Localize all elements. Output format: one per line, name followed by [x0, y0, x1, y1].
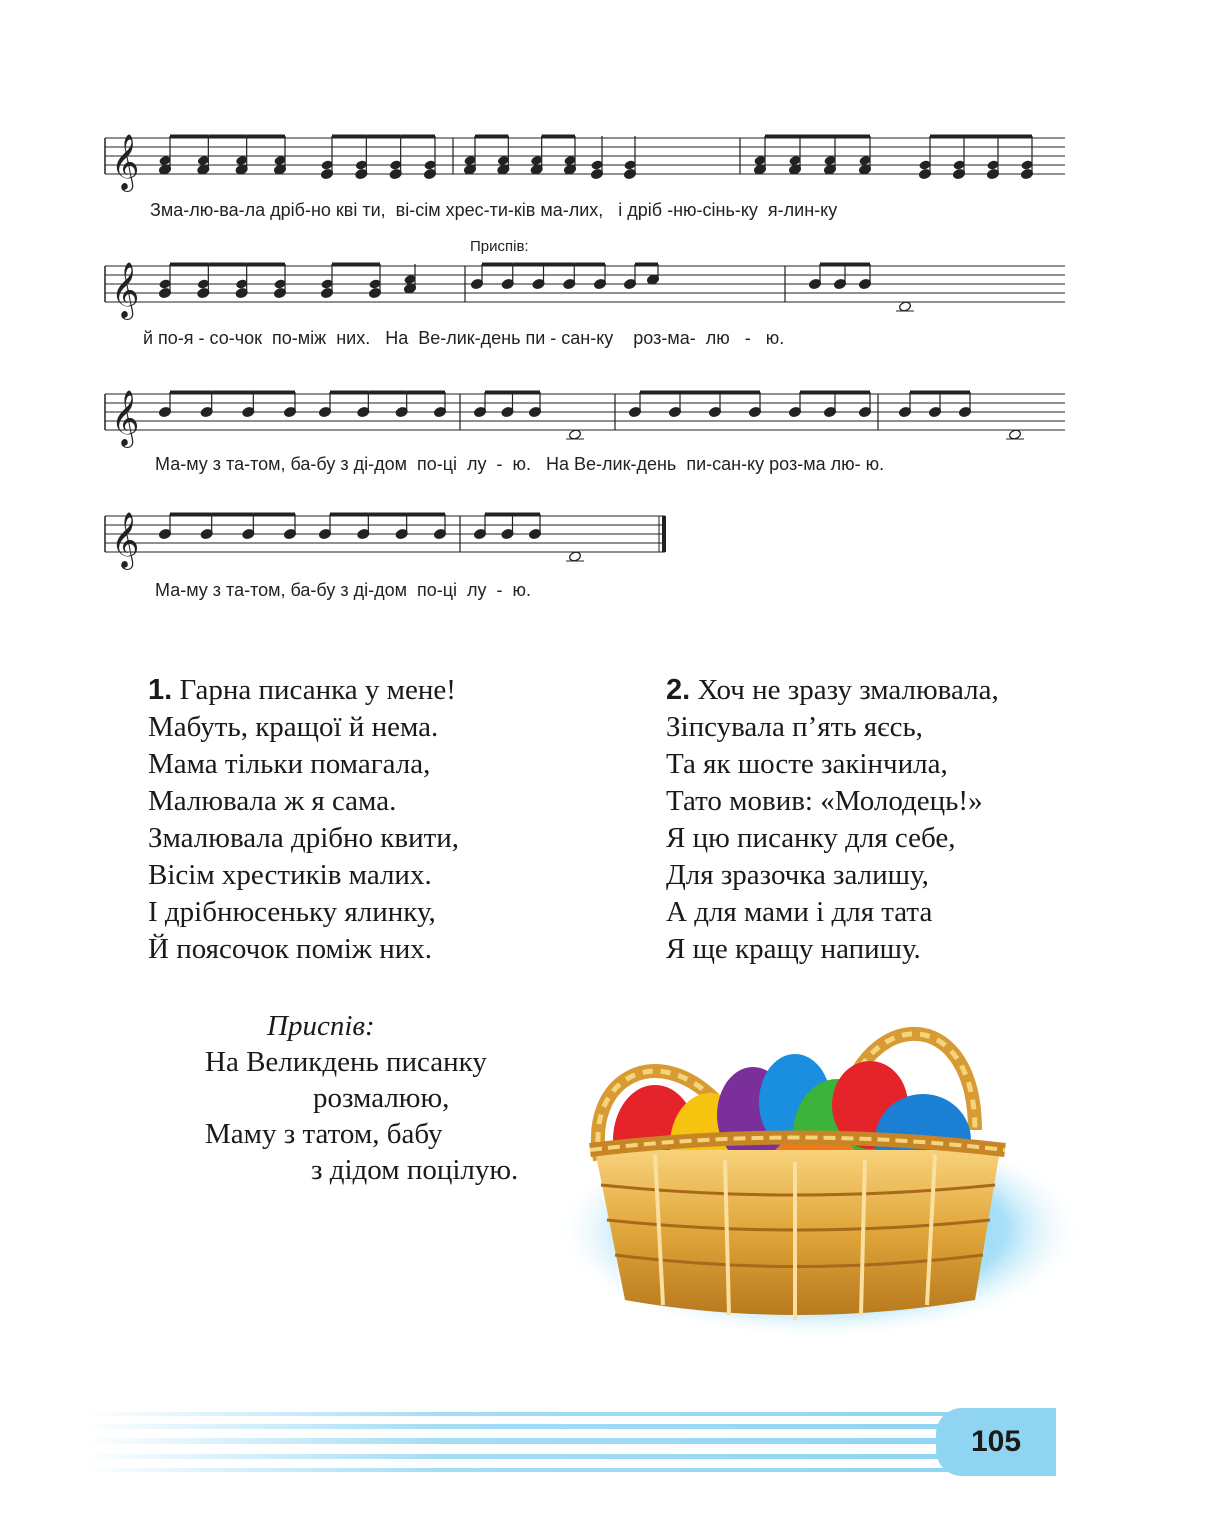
- chorus-line: з дідом поцілую.: [311, 1154, 519, 1186]
- verse-1-line: І дрібнюсеньку ялинку,: [148, 896, 436, 928]
- verse-2-number: 2.: [666, 674, 691, 706]
- verse-1-line: Й поясочок поміж них.: [148, 933, 432, 965]
- note-head: [568, 429, 581, 440]
- verse-2-line: Тато мовив: «Молодець!»: [666, 785, 983, 817]
- chorus-line: Маму з татом, бабу: [205, 1118, 443, 1150]
- treble-clef-icon: 𝄞: [111, 390, 140, 446]
- music-staff: [105, 384, 1065, 464]
- music-staff: [105, 256, 1065, 336]
- verse-1-line: Мабуть, кращої й нема.: [148, 711, 439, 743]
- verse-2-line: Я ще кращу напишу.: [666, 933, 921, 965]
- staff-row-2: [105, 256, 1065, 356]
- verse-2-line: Та як шосте закінчила,: [666, 748, 948, 780]
- verse-1-line: 1. Гарна писанка у мене!: [148, 674, 456, 706]
- verse-1-line: Мама тільки помагала,: [148, 748, 431, 780]
- lyric-line-3: Ма-му з та-том, ба-бу з ді-дом по-ці лу - ю. На Ве-лик-день пи-сан-ку роз-ма лю- ю.: [155, 454, 885, 474]
- staff-row-3: [105, 384, 1065, 484]
- verse-1-line: Вісім хрестиків малих.: [148, 859, 432, 891]
- treble-clef-icon: 𝄞: [111, 512, 140, 568]
- music-staff: [105, 506, 1065, 586]
- staff-row-4: [105, 506, 1065, 606]
- verse-1-line: Малювала ж я сама.: [148, 785, 397, 817]
- page-number: 105: [970, 1425, 1022, 1458]
- lyric-line-1: Зма-лю-ва-ла дріб-но кві ти, ві-сім хрес-ти-ків ма-лих, і дріб -ню-сінь-ку я-лин-ку: [150, 200, 838, 220]
- lyric-line-4: Ма-му з та-том, ба-бу з ді-дом по-ці лу - ю.: [155, 580, 532, 600]
- verse-2-line: Я цю писанку для себе,: [666, 822, 956, 854]
- verse-1: [148, 672, 459, 968]
- note-head: [568, 551, 581, 562]
- chorus-line: На Великдень писанку: [205, 1046, 487, 1078]
- treble-clef-icon: 𝄞: [111, 262, 140, 318]
- verse-2-line: А для мами і для тата: [666, 896, 933, 928]
- note-head: [898, 301, 911, 312]
- verse-2-line: Зіпсувала п’ять яєсь,: [666, 711, 923, 743]
- verse-1-number: 1.: [148, 674, 173, 706]
- chorus-line: розмалюю,: [313, 1082, 450, 1114]
- lyric-line-2: й по-я - со-чок по-між них. На Ве-лик-день пи - сан-ку роз-ма- лю - ю.: [143, 328, 785, 348]
- chorus-title: Приспів:: [267, 1010, 375, 1042]
- chorus-marker: Приспів:: [470, 238, 529, 255]
- verse-2-line: Для зразочка залишу,: [666, 859, 929, 891]
- footer-stripes: [80, 1408, 960, 1478]
- verse-2: [666, 672, 999, 968]
- staff-row-1: [105, 128, 1065, 228]
- verse-1-line: Змалювала дрібно квити,: [148, 822, 460, 854]
- easter-basket-illustration: [545, 1010, 1085, 1350]
- page-number-badge: [936, 1408, 1056, 1476]
- treble-clef-icon: 𝄞: [111, 134, 140, 190]
- note-head: [1008, 429, 1021, 440]
- verse-2-line: 2. Хоч не зразу змалювала,: [666, 674, 999, 706]
- chorus-block: [205, 1008, 565, 1188]
- music-staff: [105, 128, 1065, 208]
